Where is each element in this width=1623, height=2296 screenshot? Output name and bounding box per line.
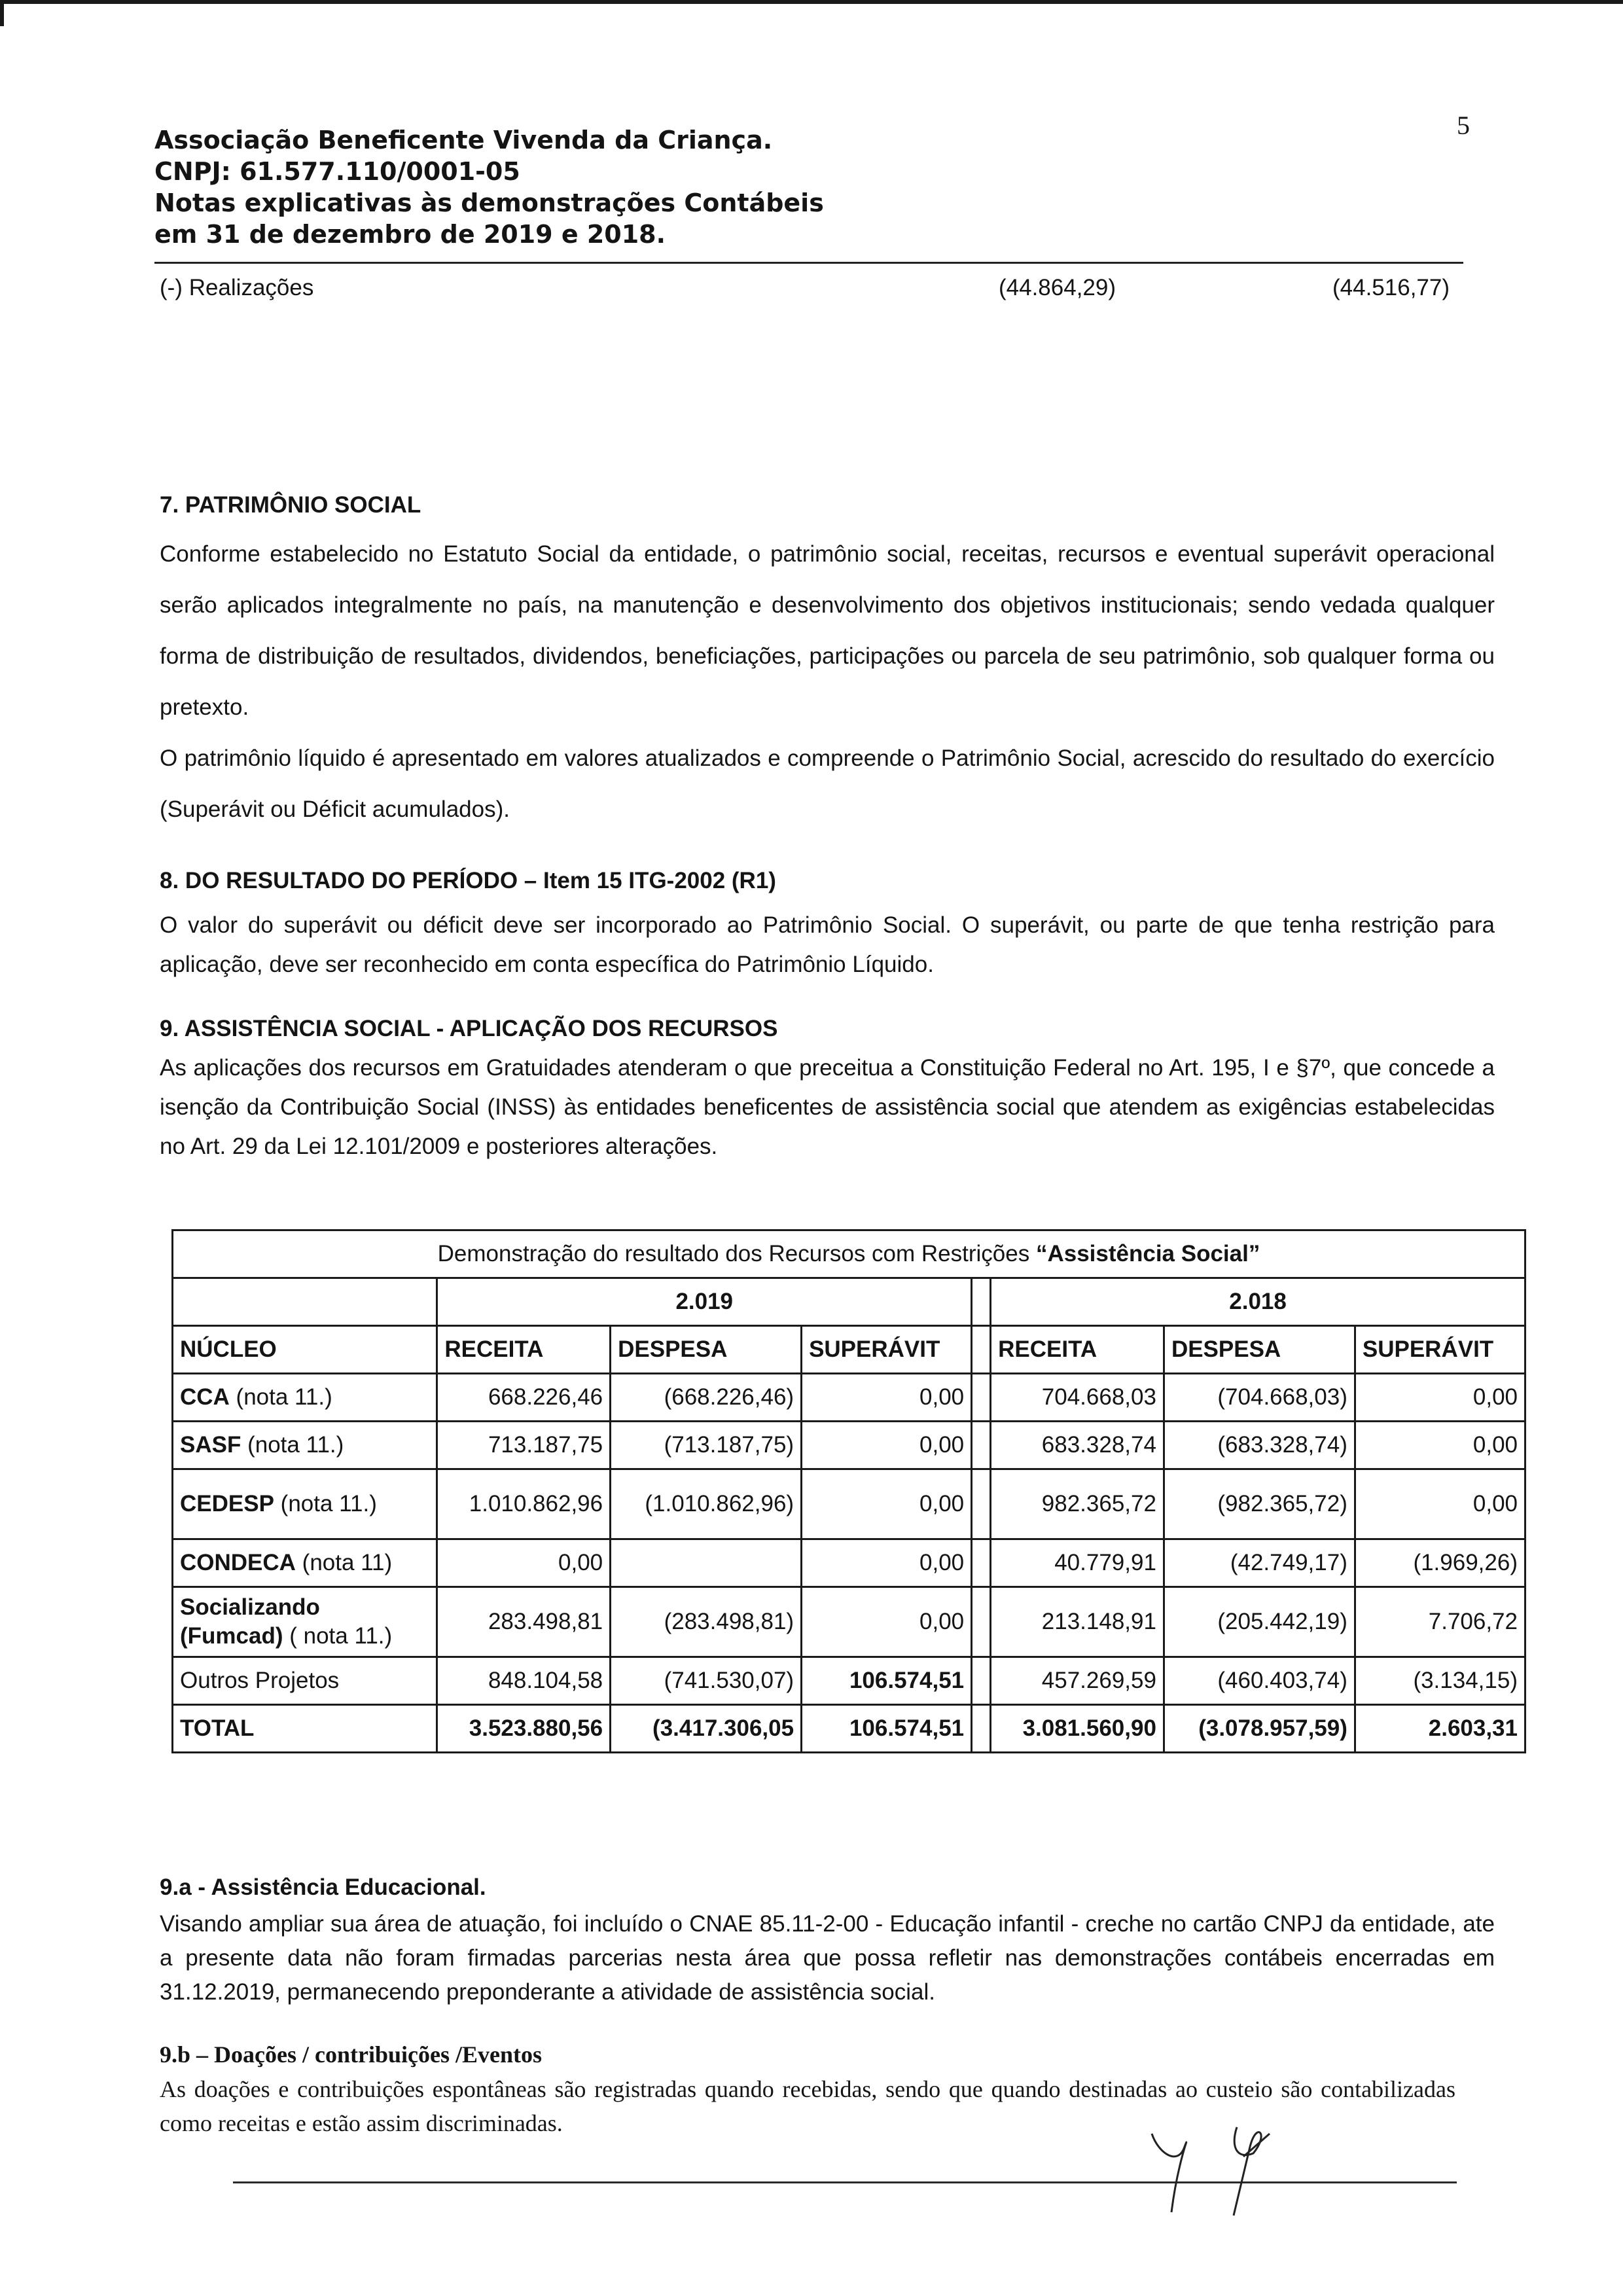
table-row: Socializando (Fumcad) ( nota 11.) 283.498,81 (283.498,81) 0,00 213.148,91 (205.442,19) 7.706,72 <box>173 1587 1525 1657</box>
year-2018: 2.018 <box>991 1278 1525 1326</box>
section-7-paragraph-2: O patrimônio líquido é apresentado em valores atualizados e compreende o Patrimônio Social, acrescido do resultado do exercício (Superávit ou Déficit acumulados). <box>160 745 1495 822</box>
realizacoes-2019: (44.864,29) <box>999 275 1116 300</box>
total-label: TOTAL <box>173 1705 437 1753</box>
section-9-paragraph: As aplicações dos recursos em Gratuidades atenderam o que preceitua a Constituição Federal no Art. 195, I e §7º, que concede a isenção da Contribuição Social (INSS) às entidades beneficentes de assistência social que atendem as exigências estabelecidas no Art. 29 da Lei 12.101/2009 e posteriores alterações. <box>160 1055 1495 1159</box>
col-superavit-2018: SUPERÁVIT <box>1355 1326 1525 1374</box>
section-7-paragraph-1: Conforme estabelecido no Estatuto Social da entidade, o patrimônio social, receitas, recursos e eventual superávit operacional serão aplicados integralmente no país, na manutenção e desenvolvimento dos objetivos institucionais; sendo vedada qualquer forma de distribuição de resultados, dividendos, beneficiações, participações ou parcela de seu patrimônio, sob qualquer forma ou pretexto. <box>160 541 1495 720</box>
table-caption-row <box>173 1230 1525 1278</box>
section-7-title: 7. PATRIMÔNIO SOCIAL <box>160 492 421 518</box>
col-superavit-2019: SUPERÁVIT <box>802 1326 972 1374</box>
col-receita-2018: RECEITA <box>991 1326 1164 1374</box>
section-8-paragraph: O valor do superávit ou déficit deve ser incorporado ao Patrimônio Social. O superávit, ou parte de que tenha restrição para aplicação, deve ser reconhecido em conta específica do Patrimônio Líquido. <box>160 912 1495 977</box>
header-rule <box>154 262 1463 264</box>
table-total-row: TOTAL 3.523.880,56 (3.417.306,05 106.574,51 3.081.560,90 (3.078.957,59) 2.603,31 <box>173 1705 1525 1753</box>
year-2019: 2.019 <box>437 1278 972 1326</box>
col-despesa-2019: DESPESA <box>611 1326 802 1374</box>
row-name: CCA (nota 11.) <box>173 1374 437 1422</box>
row-name: CEDESP (nota 11.) <box>173 1469 437 1539</box>
page-number: 5 <box>1457 111 1470 140</box>
org-name: Associação Beneficente Vivenda da Criança. <box>154 126 773 154</box>
table-header-row <box>173 1326 1525 1374</box>
row-name: Socializando (Fumcad) ( nota 11.) <box>173 1587 437 1657</box>
notes-date: em 31 de dezembro de 2019 e 2018. <box>154 220 666 249</box>
table-caption: Demonstração do resultado dos Recursos com Restrições “Assistência Social” <box>173 1230 1525 1278</box>
notes-title: Notas explicativas às demonstrações Contábeis <box>154 188 824 217</box>
scan-edge-corner <box>0 0 4 26</box>
col-receita-2019: RECEITA <box>437 1326 611 1374</box>
section-9a-paragraph: Visando ampliar sua área de atuação, foi incluído o CNAE 85.11-2-00 - Educação infantil - creche no cartão CNPJ da entidade, ate a presente data não foram firmadas parcerias nesta área que possa refletir nas demonstrações contábeis encerradas em 31.12.2019, permanecendo preponderante a atividade de assistência social. <box>160 1911 1495 2005</box>
row-name: CONDECA (nota 11) <box>173 1539 437 1587</box>
signature <box>1139 2108 1296 2219</box>
cnpj: CNPJ: 61.577.110/0001-05 <box>154 157 520 186</box>
row-name: SASF (nota 11.) <box>173 1422 437 1469</box>
section-9-title: 9. ASSISTÊNCIA SOCIAL - APLICAÇÃO DOS RECURSOS <box>160 1016 778 1041</box>
table-row: Outros Projetos 848.104,58 (741.530,07) 106.574,51 457.269,59 (460.403,74) (3.134,15) <box>173 1657 1525 1705</box>
section-9b-title: 9.b – Doações / contribuições /Eventos <box>160 2041 542 2068</box>
table-row: CCA (nota 11.) 668.226,46 (668.226,46) 0,00 704.668,03 (704.668,03) 0,00 <box>173 1374 1525 1422</box>
section-8-title: 8. DO RESULTADO DO PERÍODO – Item 15 ITG-2002 (R1) <box>160 868 776 893</box>
row-name: Outros Projetos <box>173 1657 437 1705</box>
scan-edge <box>0 0 1623 4</box>
col-despesa-2018: DESPESA <box>1164 1326 1355 1374</box>
document-header <box>154 124 824 250</box>
table-year-row <box>173 1278 1525 1326</box>
table-row: SASF (nota 11.) 713.187,75 (713.187,75) 0,00 683.328,74 (683.328,74) 0,00 <box>173 1422 1525 1469</box>
realizacoes-2018: (44.516,77) <box>1332 275 1450 300</box>
col-nucleo: NÚCLEO <box>173 1326 437 1374</box>
results-table <box>171 1229 1526 1753</box>
table-row: CEDESP (nota 11.) 1.010.862,96 (1.010.862,96) 0,00 982.365,72 (982.365,72) 0,00 <box>173 1469 1525 1539</box>
section-9a-title: 9.a - Assistência Educacional. <box>160 1874 486 1900</box>
table-row: CONDECA (nota 11) 0,00 0,00 40.779,91 (42.749,17) (1.969,26) <box>173 1539 1525 1587</box>
section-9b-paragraph: As doações e contribuições espontâneas são registradas quando recebidas, sendo que quando destinadas ao custeio são contabilizadas como receitas e estão assim discriminadas. <box>160 2076 1455 2136</box>
realizacoes-label: (-) Realizações <box>160 275 314 300</box>
